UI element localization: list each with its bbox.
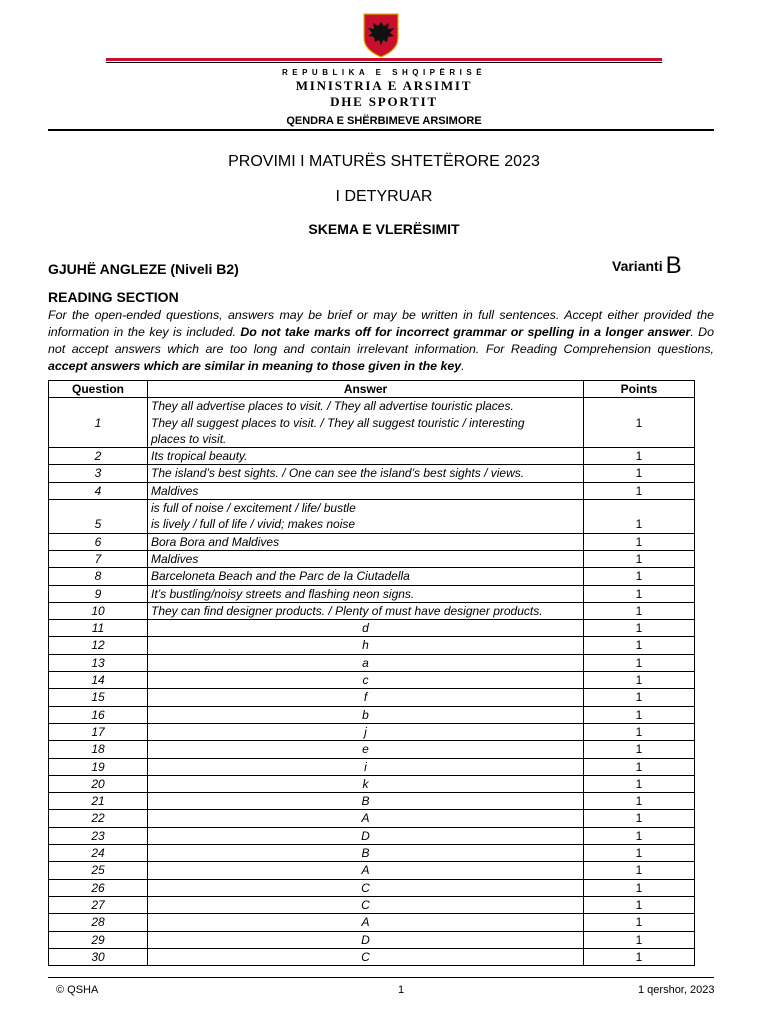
table-row <box>49 448 695 465</box>
question-number: 4 <box>49 482 148 499</box>
question-number: 20 <box>49 775 148 792</box>
answer-cell <box>148 948 584 965</box>
question-number: 14 <box>49 672 148 689</box>
table-row <box>49 637 695 654</box>
points-value: 1 <box>584 775 695 792</box>
points-value: 1 <box>584 465 695 482</box>
answer-cell <box>148 465 584 482</box>
question-number: 2 <box>49 448 148 465</box>
table-row <box>49 879 695 896</box>
points-value: 1 <box>584 637 695 654</box>
answer-cell <box>148 500 584 534</box>
points-value: 1 <box>584 533 695 550</box>
question-number: 18 <box>49 741 148 758</box>
answer-cell <box>148 448 584 465</box>
question-number: 22 <box>49 810 148 827</box>
answer-text: Barceloneta Beach and the Parc de la Ciutadella <box>151 569 410 584</box>
instructions-text-2: . Do not accept answers which are too long and contain irrelevant information. For Reading Comprehension questions, <box>48 325 714 356</box>
points-value: 1 <box>584 948 695 965</box>
question-number: 26 <box>49 879 148 896</box>
answer-text: They all advertise places to visit. / They all advertise touristic places. <box>151 399 514 414</box>
footer-date: 1 qershor, 2023 <box>638 984 715 996</box>
republika-label: REPUBLIKA E SHQIPËRISË <box>281 68 487 77</box>
instructions-bold-1: Do not take marks off for incorrect grammar or spelling in a longer answer <box>240 325 691 339</box>
points-value: 1 <box>584 723 695 740</box>
answer-text: B <box>361 846 370 861</box>
points-value: 1 <box>584 827 695 844</box>
table-row <box>49 706 695 723</box>
table-header-row <box>49 381 695 398</box>
answer-text: Maldives <box>151 483 199 498</box>
points-value: 1 <box>584 845 695 862</box>
table-row <box>49 500 695 534</box>
question-number: 30 <box>49 948 148 965</box>
answer-cell <box>148 482 584 499</box>
points-value: 1 <box>584 879 695 896</box>
answer-cell <box>148 637 584 654</box>
footer-page-number: 1 <box>398 984 405 996</box>
points-value: 1 <box>584 482 695 499</box>
answer-text: is lively / full of life / vivid; makes noise <box>151 517 356 532</box>
question-number: 19 <box>49 758 148 775</box>
answer-key-body <box>49 398 695 966</box>
question-number: 8 <box>49 568 148 585</box>
question-number: 3 <box>49 465 148 482</box>
answer-cell <box>148 723 584 740</box>
question-number: 11 <box>49 620 148 637</box>
answer-cell <box>148 914 584 931</box>
scheme-title: SKEMA E VLERËSIMIT <box>308 221 460 237</box>
instructions-bold-2: accept answers which are similar in meaning to those given in the key <box>48 359 462 373</box>
answer-text: Its tropical beauty. <box>151 449 248 464</box>
answer-cell <box>148 879 584 896</box>
table-row <box>49 948 695 965</box>
table-row <box>49 793 695 810</box>
answer-text: j <box>364 724 367 739</box>
question-number: 7 <box>49 550 148 567</box>
answer-text: D <box>361 932 370 947</box>
footer-divider <box>48 977 714 978</box>
question-number: 29 <box>49 931 148 948</box>
exam-type: I DETYRUAR <box>335 188 433 205</box>
answer-cell <box>148 550 584 567</box>
points-value: 1 <box>584 862 695 879</box>
subject-label: GJUHË ANGLEZE (Niveli B2) <box>48 261 239 277</box>
answer-text: e <box>362 742 369 757</box>
table-row <box>49 602 695 619</box>
table-row <box>49 482 695 499</box>
answer-text: They can find designer products. / Plenty of must have designer products. <box>151 603 543 618</box>
question-number: 12 <box>49 637 148 654</box>
answer-cell <box>148 931 584 948</box>
answer-cell <box>148 654 584 671</box>
header-points: Points <box>584 381 695 398</box>
answer-text: k <box>362 776 369 791</box>
answer-text: d <box>362 621 369 636</box>
points-value: 1 <box>584 620 695 637</box>
table-row <box>49 827 695 844</box>
footer-copyright: © QSHA <box>56 984 99 996</box>
points-value: 1 <box>584 706 695 723</box>
albanian-eagle-shield-icon <box>361 12 401 58</box>
answer-text: places to visit. <box>151 431 227 446</box>
points-value: 1 <box>584 931 695 948</box>
answer-cell <box>148 533 584 550</box>
question-number: 17 <box>49 723 148 740</box>
answer-cell <box>148 602 584 619</box>
table-row <box>49 775 695 792</box>
answer-text: Maldives <box>151 551 199 566</box>
question-number: 28 <box>49 914 148 931</box>
points-value: 1 <box>584 793 695 810</box>
question-number: 13 <box>49 654 148 671</box>
document-header <box>0 0 768 135</box>
instructions-paragraph <box>48 307 714 375</box>
answer-text: It’s bustling/noisy streets and flashing neon signs. <box>151 586 415 601</box>
header-red-rule <box>106 58 662 61</box>
header-divider <box>48 129 714 131</box>
points-value: 1 <box>584 672 695 689</box>
answer-cell <box>148 706 584 723</box>
answer-cell <box>148 827 584 844</box>
table-row <box>49 862 695 879</box>
answer-cell <box>148 620 584 637</box>
answer-text: Bora Bora and Maldives <box>151 534 280 549</box>
table-row <box>49 723 695 740</box>
table-row <box>49 398 695 448</box>
header-question: Question <box>49 381 148 398</box>
answer-key-table <box>48 380 695 966</box>
answer-cell <box>148 758 584 775</box>
answer-text: A <box>361 863 370 878</box>
points-value: 1 <box>584 550 695 567</box>
table-row <box>49 568 695 585</box>
question-number: 21 <box>49 793 148 810</box>
table-row <box>49 465 695 482</box>
answer-text: c <box>362 673 369 688</box>
answer-cell <box>148 672 584 689</box>
points-value: 1 <box>584 810 695 827</box>
points-value: 1 <box>584 448 695 465</box>
question-number: 23 <box>49 827 148 844</box>
ministry-name: MINISTRIA E ARSIMIT <box>295 78 473 93</box>
table-row <box>49 585 695 602</box>
variant-label <box>612 252 682 280</box>
answer-text: B <box>361 794 370 809</box>
question-number: 25 <box>49 862 148 879</box>
answer-text: D <box>361 828 370 843</box>
answer-cell <box>148 689 584 706</box>
table-row <box>49 758 695 775</box>
answer-text: a <box>362 655 369 670</box>
question-number: 10 <box>49 602 148 619</box>
points-value: 1 <box>584 585 695 602</box>
table-row <box>49 654 695 671</box>
points-value: 1 <box>584 896 695 913</box>
answer-text: i <box>364 759 367 774</box>
table-row <box>49 741 695 758</box>
instructions-text-1: For the open-ended questions, answers may be brief or may be written in full sentences. Accept either provided the information in the key is included. <box>48 308 714 339</box>
answer-cell <box>148 896 584 913</box>
answer-text: C <box>361 897 370 912</box>
header-black-rule <box>106 62 662 63</box>
header-answer: Answer <box>148 381 584 398</box>
question-number: 6 <box>49 533 148 550</box>
points-value: 1 <box>584 741 695 758</box>
answer-cell <box>148 775 584 792</box>
table-row <box>49 533 695 550</box>
variant-letter: B <box>665 252 682 279</box>
center-name: QENDRA E SHËRBIMEVE ARSIMORE <box>286 115 482 127</box>
answer-text: They all suggest places to visit. / They all suggest touristic / interesting <box>151 415 525 430</box>
table-row <box>49 931 695 948</box>
points-value: 1 <box>584 758 695 775</box>
answer-text: h <box>362 638 369 653</box>
answer-text: b <box>362 707 369 722</box>
exam-title: PROVIMI I MATURËS SHTETËRORE 2023 <box>228 153 540 170</box>
table-row <box>49 810 695 827</box>
answer-cell <box>148 862 584 879</box>
answer-text: A <box>361 811 370 826</box>
answer-cell <box>148 568 584 585</box>
points-value: 1 <box>584 689 695 706</box>
question-number: 16 <box>49 706 148 723</box>
answer-text: is full of noise / excitement / life/ bustle <box>151 501 356 516</box>
points-value: 1 <box>584 500 695 534</box>
answer-text: A <box>361 915 370 930</box>
table-row <box>49 672 695 689</box>
instructions-text-3: . <box>461 359 465 373</box>
question-number: 1 <box>49 398 148 448</box>
answer-cell <box>148 810 584 827</box>
table-row <box>49 896 695 913</box>
points-value: 1 <box>584 654 695 671</box>
table-row <box>49 845 695 862</box>
ministry-name-sport: DHE SPORTIT <box>330 94 438 109</box>
answer-cell <box>148 845 584 862</box>
points-value: 1 <box>584 398 695 448</box>
question-number: 27 <box>49 896 148 913</box>
points-value: 1 <box>584 568 695 585</box>
question-number: 24 <box>49 845 148 862</box>
section-title: READING SECTION <box>48 289 179 305</box>
points-value: 1 <box>584 914 695 931</box>
table-row <box>49 689 695 706</box>
variant-word: Varianti <box>612 258 663 274</box>
answer-cell <box>148 398 584 448</box>
table-row <box>49 620 695 637</box>
answer-text: f <box>363 690 368 705</box>
answer-cell <box>148 793 584 810</box>
question-number: 9 <box>49 585 148 602</box>
answer-text: The island’s best sights. / One can see the island’s best sights / views. <box>151 466 525 481</box>
table-row <box>49 914 695 931</box>
answer-text: C <box>361 880 370 895</box>
answer-text: C <box>361 949 370 964</box>
table-row <box>49 550 695 567</box>
points-value: 1 <box>584 602 695 619</box>
question-number: 15 <box>49 689 148 706</box>
answer-cell <box>148 741 584 758</box>
question-number: 5 <box>49 500 148 534</box>
answer-cell <box>148 585 584 602</box>
